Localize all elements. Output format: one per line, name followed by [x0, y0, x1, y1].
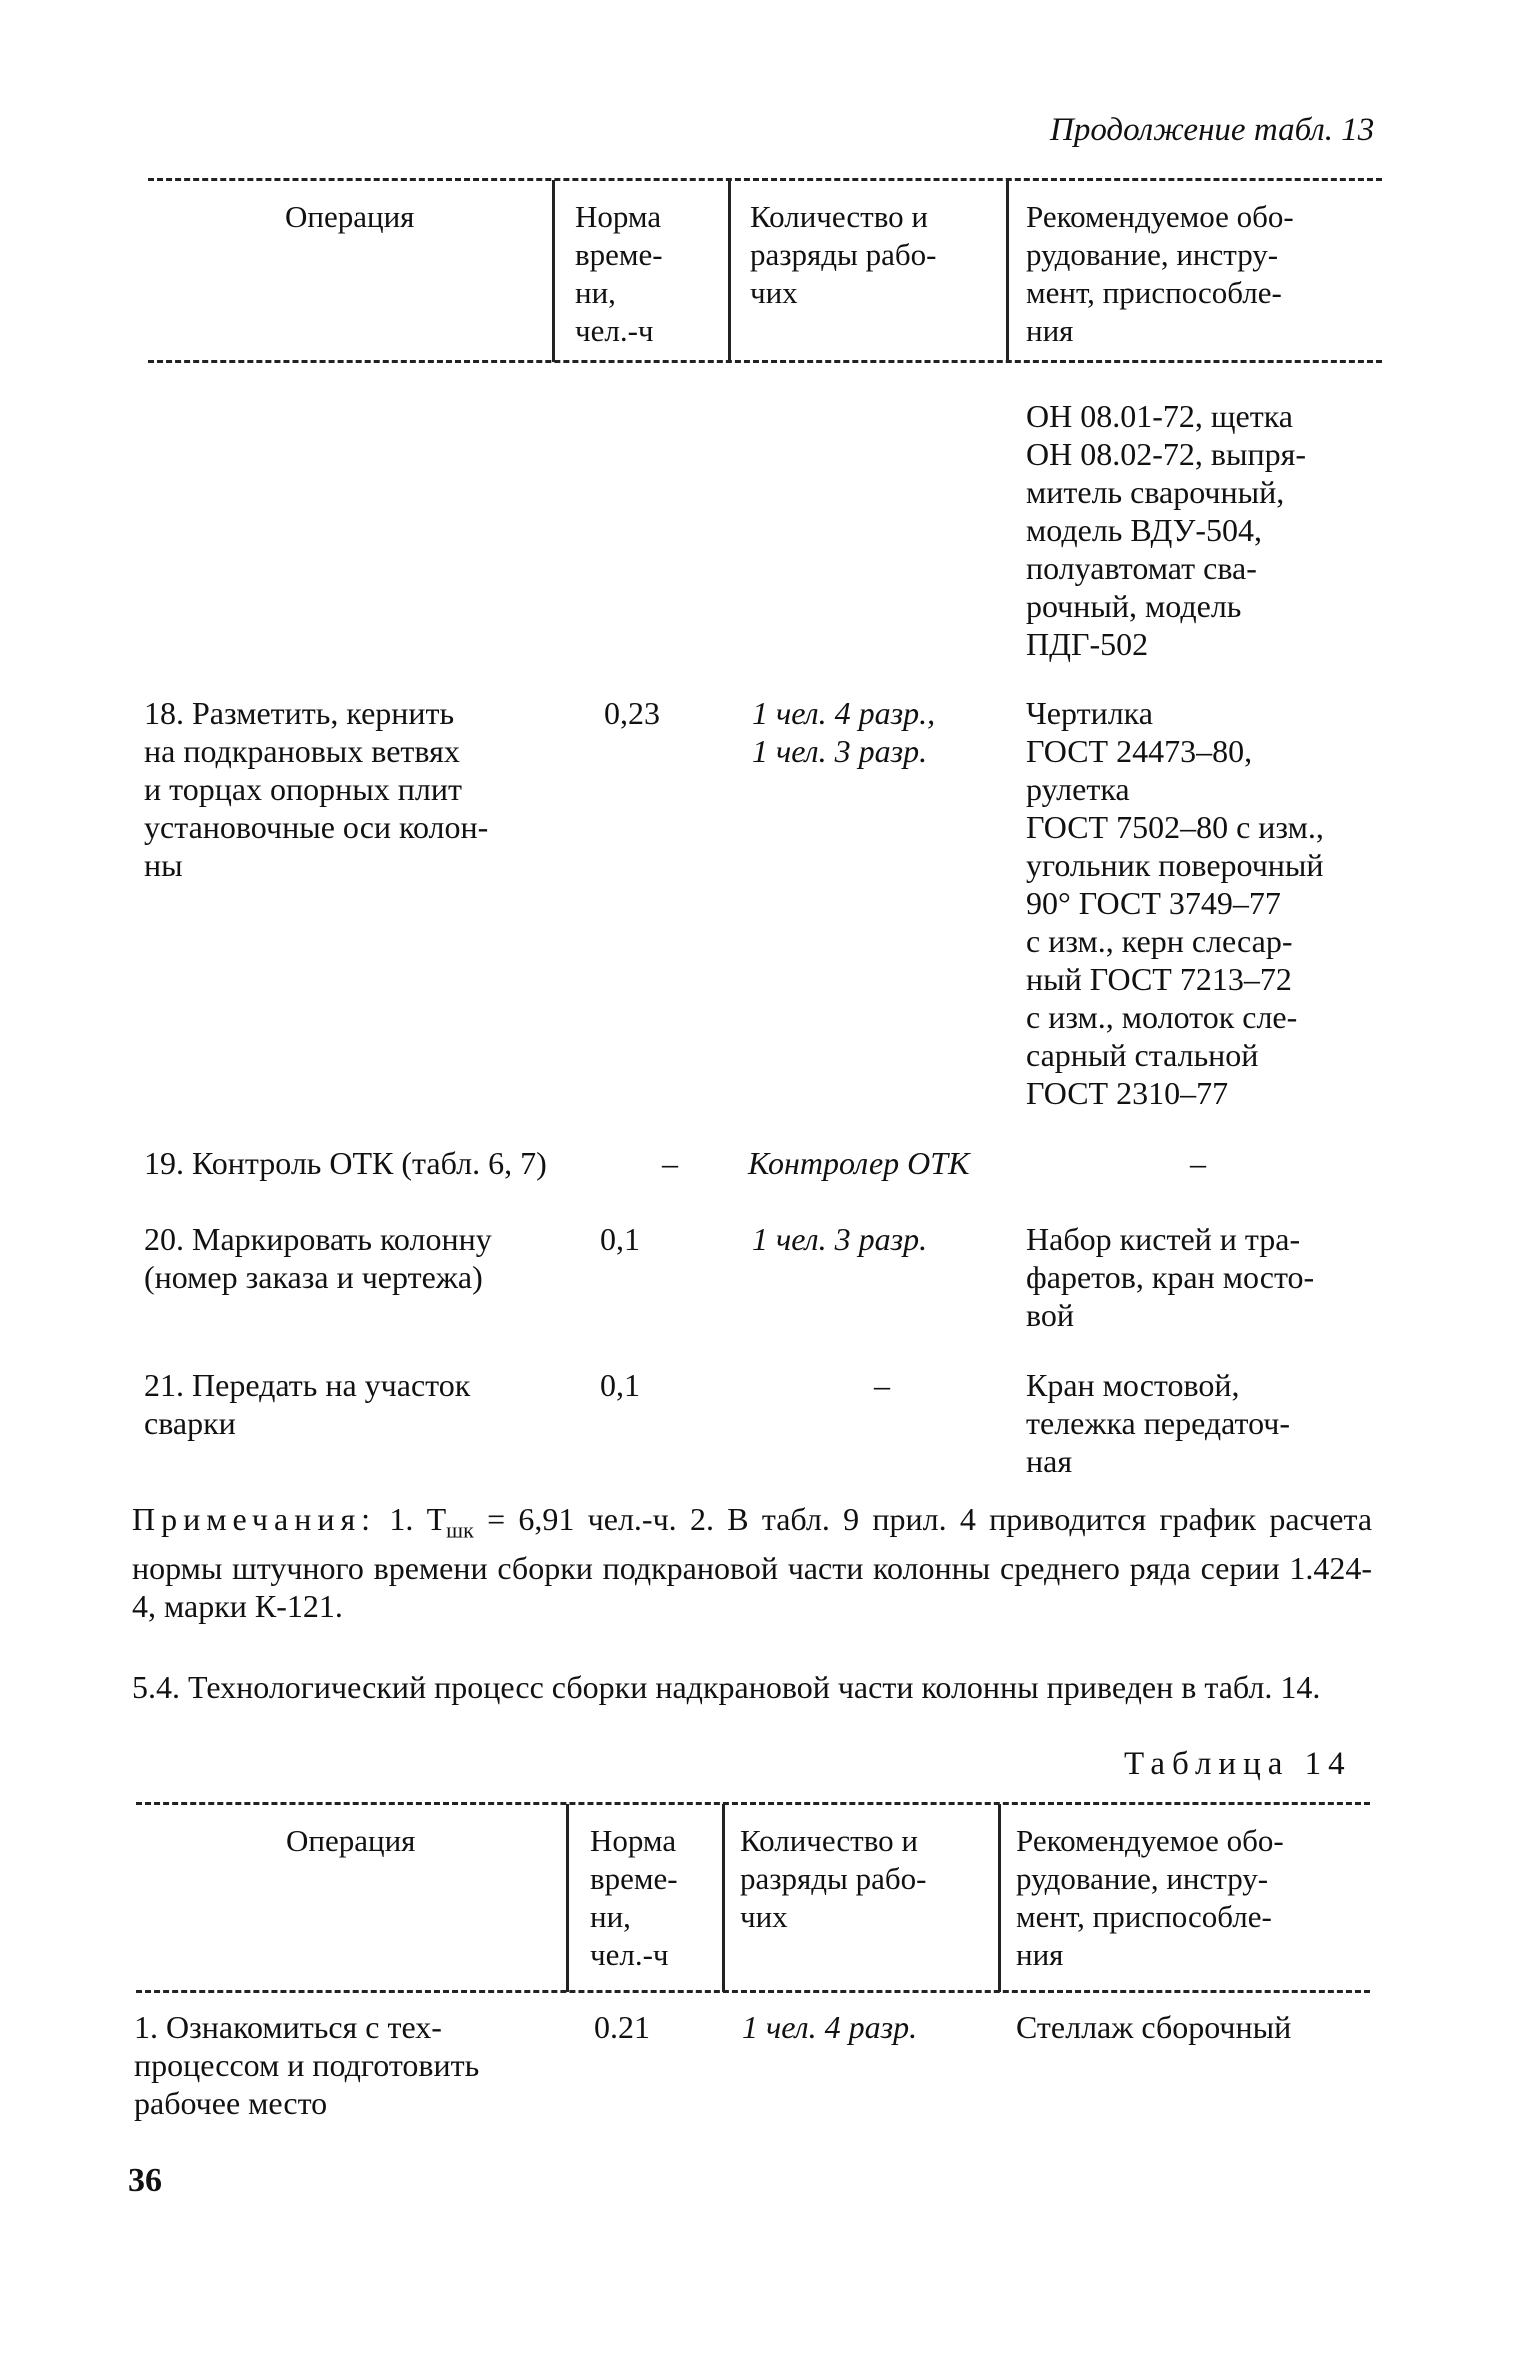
table13-notes: [132, 1500, 1372, 1625]
row18-workers: 1 чел. 4 разр., 1 чел. 3 разр.: [752, 695, 936, 769]
page-number: 36: [128, 2162, 162, 2199]
t14-row1-workers: 1 чел. 4 разр.: [742, 2009, 918, 2045]
row19-operation: 19. Контроль ОТК (табл. 6, 7): [144, 1145, 547, 1181]
table13-header-equipment: Рекомендуемое обо- рудование, инстру- мент, приспособле- ния: [1026, 199, 1294, 348]
row20-workers: 1 чел. 3 разр.: [752, 1221, 928, 1257]
table13-top-rule: [148, 178, 1382, 181]
row21-equipment: Кран мостовой, тележка передаточ- ная: [1026, 1367, 1290, 1479]
row21-workers: –: [874, 1367, 890, 1403]
table13-col-divider-3: [1006, 180, 1009, 362]
section-5-4-paragraph: 5.4. Технологический процесс сборки надкрановой части колонны приведен в табл. 14.: [132, 1669, 1321, 1705]
table13-col-divider-1: [552, 180, 555, 362]
row18-equipment: Чертилка ГОСТ 24473–80, рулетка ГОСТ 7502–80 с изм., угольник поверочный 90° ГОСТ 3749–77 с изм., керн слесар- ный ГОСТ 7213–72 с изм., молоток сле- сарный стальной ГОСТ 2310–77: [1026, 695, 1324, 1111]
row19-equipment: –: [1190, 1145, 1206, 1181]
row18-operation: 18. Разметить, кернить на подкрановых ветвях и торцах опорных плит установочные оси колон- ны: [144, 695, 489, 883]
row20-time: 0,1: [600, 1221, 640, 1257]
table14-header-bottom-rule: [136, 1990, 1370, 1993]
notes-formula-a: 1. T: [389, 1501, 447, 1537]
table14-header-workers: Количество и разряды рабо- чих: [740, 1823, 927, 1934]
row20-operation: 20. Маркировать колонну (номер заказа и чертежа): [144, 1221, 492, 1295]
t14-row1-equipment: Стеллаж сборочный: [1016, 2009, 1292, 2045]
notes-label: Примечания:: [132, 1501, 377, 1537]
table13-header-workers: Количество и разряды рабо- чих: [750, 199, 937, 310]
row19-workers: Контролер ОТК: [748, 1145, 970, 1181]
table14-title: Таблица 14: [1124, 1746, 1352, 1782]
table13-header-time-norm: Норма време- ни, чел.-ч: [575, 199, 663, 348]
table14-top-rule: [136, 1802, 1370, 1805]
notes-text: = 6,91 чел.-ч. 2. В табл. 9 прил. 4 приводится график расчета нормы штучного времени сборки подкрановой части колонны среднего ряда серии 1.424-4, марки К-121.: [132, 1501, 1373, 1625]
row21-time: 0,1: [600, 1367, 640, 1403]
table13-col-divider-2: [728, 180, 731, 362]
table14-header-operation: Операция: [286, 1823, 416, 1858]
table14-col-divider-2: [722, 1804, 725, 1992]
t14-row1-time: 0.21: [594, 2009, 650, 2045]
row18-time: 0,23: [604, 695, 660, 731]
table14-header-equipment: Рекомендуемое обо- рудование, инстру- мент, приспособле- ния: [1016, 1823, 1284, 1972]
table13-header-operation: Операция: [285, 199, 415, 234]
continuation-title: Продолжение табл. 13: [1050, 112, 1375, 148]
table14-col-divider-3: [998, 1804, 1001, 1992]
row20-equipment: Набор кистей и тра- фаретов, кран мосто- вой: [1026, 1221, 1315, 1333]
row19-time: –: [662, 1145, 678, 1181]
notes-formula-sub: шк: [446, 1517, 474, 1543]
t14-row1-operation: 1. Ознакомиться с тех- процессом и подготовить рабочее место: [134, 2009, 480, 2121]
row21-operation: 21. Передать на участок сварки: [144, 1367, 471, 1441]
table14-header-time-norm: Норма време- ни, чел.-ч: [590, 1823, 678, 1972]
table13-header-bottom-rule: [148, 360, 1382, 363]
table14-col-divider-1: [566, 1804, 569, 1992]
carry-equipment: ОН 08.01-72, щетка ОН 08.02-72, выпря- митель сварочный, модель ВДУ-504, полуавтомат сва- рочный, модель ПДГ-502: [1026, 398, 1306, 662]
